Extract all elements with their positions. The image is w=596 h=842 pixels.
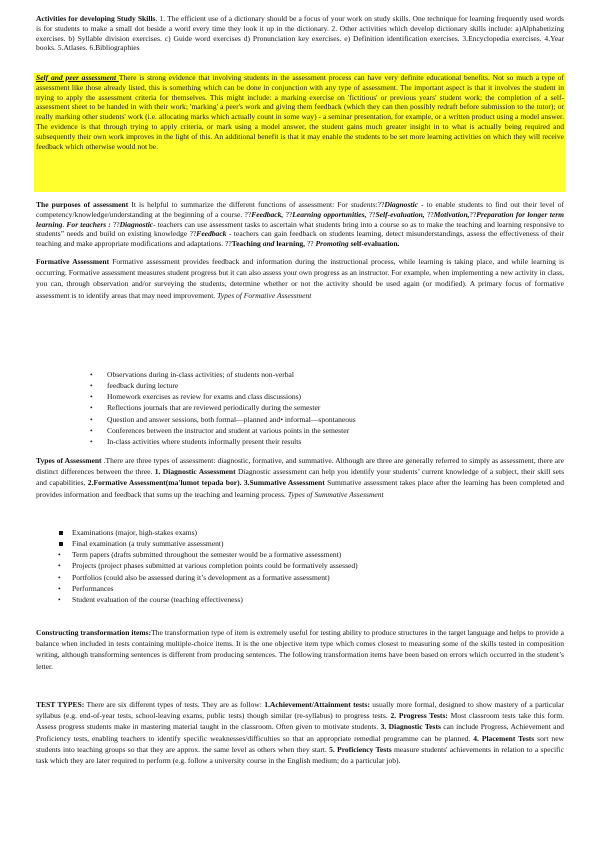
test-types-paragraph [36, 699, 564, 766]
formative-item-text: Observations during in-class activities; of students non-verbal [107, 370, 294, 379]
purposes-text: ?? [112, 219, 120, 229]
bullet-icon: • [58, 594, 61, 604]
summative-item-text: Examinations (major, high-stakes exams) [72, 528, 198, 537]
bullet-icon: • [90, 403, 93, 413]
summative-list-item [58, 572, 552, 583]
test-types-text: sort new students into teaching groups so that they are approx. the same level as others when they start. [36, 733, 564, 754]
formative-list [90, 369, 547, 447]
purposes-diagnostic-teachers: Diagnostic [119, 219, 154, 229]
summative-item-text: Performances [72, 583, 114, 593]
test-types-text: can include Progress, Achievement and Proficiency tests, enabling teachers to identify specific weaknesses/difficulties so that an appropriate remedial programme can be planned. [36, 722, 565, 743]
summative-list-item [72, 527, 552, 538]
formative-list-item [90, 425, 547, 436]
summative-list [58, 527, 552, 605]
summative-list-item [58, 583, 552, 594]
types-title: Types of Assessment [36, 456, 102, 465]
formative-list-item [90, 369, 547, 380]
bullet-icon: • [58, 572, 61, 582]
test-progress-title: 2. Progress Tests: [390, 711, 448, 721]
purposes-text: - to enable students to find out their level of competency/knowledge/understanding at the beginning of a course. ?? [36, 200, 565, 219]
formative-title: Formative Assessment [36, 257, 110, 266]
peer-assessment-body: There is strong evidence that involving students in the assessment process can have very definite educational benefits. Not so much a type of assessment like those already listed, this is something which can be done in conjunction with any type of assessment. The important aspect is that it involves the student in trying to apply the assessment criteria for themselves. This might include: a marking exercise on 'fictitious' or previous years' student work; the completion of a self-assessment sheet to be handed in with their work; 'marking' a peer's work and giving them feedback (which they can then possibly redraft before submission to the tutor); or really marking other students' work (i.e. allocating marks which actually count in some way) - a seminar presentation, for example, or a written product using a model answer. The evidence is that through trying to apply criteria, or mark using a model answer, the student gains much greater insight in to what is actually being required and subsequently their own work improves in the light of this. An additional benefit is that it may enable the students to be set more learning activities on which they will receive feedback which otherwise would not be. [36, 73, 565, 151]
bullet-icon: • [90, 425, 93, 435]
summative-item-text: Projects (project phases submitted at various completion points could be formatively assessed) [72, 561, 358, 571]
bullet-icon: • [58, 550, 61, 560]
summative-types-caption: Types of Summative Assessment [287, 489, 384, 499]
purposes-motivation: Motivation, [433, 209, 470, 219]
formative-body: Formative assessment provides feedback and information during the instructional process, while learning is taking place, and while learning is occurring. Formative assessment measures student progress but it can also assess your own progress as an instructor. For example, when implementing a new activity in class, you can, through observation and/or surveying the students, determine whether or not the activity should be used again (or modified). A primary focus of formative assessment is to identify areas that may need improvement. [36, 257, 565, 300]
purposes-learning: learning, [274, 239, 307, 249]
formative-item-text: In-class activities where students informally present their results [107, 436, 302, 446]
transformation-title: Constructing transformation items: [36, 628, 152, 637]
types-summative-title: 3.Summative Assessment [243, 478, 325, 488]
test-types-text: Most classroom tests take this form. Assess progress students make in mastering material taught in the classroom. Often given to motivate students. [36, 711, 564, 732]
transformation-body: The transformation type of item is extremely useful for testing ability to produce structures in the target language and helps to provide a balance when included in tests containing multiple-choice items. It is the one objective item type which comes closest to measuring some of the skills tested in composition writing, although transforming sentences is different from producing sentences. The following transformation items have been based on errors which occurred in the student’s letter. [36, 628, 564, 671]
bullet-icon: • [58, 561, 61, 571]
purposes-for-teachers: For teachers : [66, 219, 113, 229]
purposes-text: - teachers can gain feedback on students learning, detect misunderstandings, assess the effectiveness of their teaching and make appropriate modifications and adaptations. ?? [36, 229, 564, 249]
purposes-text: ?? [426, 209, 434, 219]
types-text: Diagnostic assessment can help you identify your students’ current knowledge of a subject, their skill sets and capabilities, [36, 467, 565, 488]
types-text: Summative assessment takes place after the learning has been completed and provides information and feedback that sums up the teaching and learning process. [36, 478, 565, 499]
peer-assessment-title: Self and peer assessment [36, 73, 119, 82]
test-proficiency-title: 5. Proficiency Tests [329, 744, 392, 754]
bullet-icon: • [90, 381, 93, 391]
summative-list-item [72, 538, 552, 549]
test-types-title: TEST TYPES: [36, 700, 85, 709]
test-types-text: There are six different types of tests. They are as follow: [84, 700, 265, 709]
types-paragraph [36, 455, 564, 500]
purposes-text: It is helpful to summarize the different functions of assessment: For [128, 200, 351, 209]
test-placement-title: 4. Placement Tests [473, 733, 535, 743]
study-skills-body: . 1. The efficient use of a dictionary should be a focus of your work on study skills. One technique for learning frequently used words is for students to make a small dot beside a word every time they look it up in the dictionary. 2. Other activities which develop dictionary skills include: a)Alphabetizing exercises. b) Syllable division exercises. c) Guide word exercises d) Pronunciation key exercises. e) Definition identification exercises. 3.Encyclopedia exercises. 4.Year books. 5.Atlases. 6.Bibliographies [36, 14, 564, 53]
square-bullet-icon [59, 531, 63, 535]
purposes-and: and [262, 239, 275, 249]
purposes-feedback-teachers: Feedback [196, 229, 227, 239]
formative-item-text: Question and answer sessions, both formal—planned and• informal—spontaneous [107, 414, 356, 424]
formative-types-caption: Types of Formative Assessment [217, 290, 312, 300]
study-skills-title: Activities for developing Study Skills [36, 14, 156, 23]
purposes-paragraph [36, 200, 564, 249]
bullet-icon: • [58, 583, 61, 593]
summative-item-text: Portfolios (could also be assessed during it’s development as a formative assessment) [72, 572, 330, 582]
purposes-preparation: Preparation for longer term learning [36, 209, 564, 229]
bullet-icon: • [90, 392, 93, 402]
formative-list-item [90, 391, 547, 402]
bullet-icon: • [90, 436, 93, 446]
summative-list-item [58, 594, 552, 605]
peer-assessment-paragraph [36, 73, 564, 151]
study-skills-paragraph [36, 14, 564, 53]
formative-item-text: Homework exercises as review for exams and class discussions) [107, 392, 302, 402]
summative-list-item [58, 549, 552, 560]
purposes-title: The purposes of assessment [36, 200, 129, 209]
purposes-learning-opportunities: Learning opportunities, [292, 209, 369, 219]
bullet-icon: • [90, 370, 93, 379]
purposes-students: students [350, 200, 376, 209]
formative-item-text: feedback during lecture [107, 381, 179, 391]
purposes-text: ?? [285, 209, 293, 219]
types-text: .There are three types of assessment: diagnostic, formative, and summative. Although are three are generally referred to simply as assessment, there are distinct differences between the three. [36, 456, 564, 477]
formative-item-text: Reflections journals that are reviewed periodically during the semester [107, 403, 321, 413]
types-diagnostic-title: 1. Diagnostic Assessment [154, 467, 236, 477]
purposes-promoting: Promoting [315, 239, 349, 249]
formative-list-item [90, 402, 547, 413]
purposes-text: :?? [375, 200, 385, 209]
summative-item-text: Student evaluation of the course (teaching effectiveness) [72, 594, 243, 604]
summative-item-text: Final examination (a truly summative assessment) [72, 539, 224, 549]
purposes-text: ?? [306, 239, 316, 249]
purposes-text: . [62, 219, 67, 229]
types-formative-title: 2.Formative Assessment(ma'lumot tepada bor). [87, 478, 242, 488]
formative-list-item [90, 380, 547, 391]
formative-list-item [90, 414, 547, 425]
purposes-teaching: Teaching [231, 239, 263, 249]
formative-paragraph [36, 256, 564, 301]
purposes-diagnostic: Diagnostic [384, 200, 418, 209]
summative-item-text: Term papers (drafts submitted throughout the semester would be a formative assessment) [72, 550, 342, 560]
test-diagnostic-title: 3. Diagnostic Tests [380, 722, 441, 732]
purposes-text: ?? [368, 209, 376, 219]
formative-list-item [90, 436, 547, 447]
test-types-text: usually more formal, designed to show mastery of a particular syllabus (e.g. end-of-year tests, school-leaving exams, public tests) though similar (re-syllabus) to progress tests. [36, 700, 564, 721]
purposes-self-evaluation: Self-evaluation, [375, 209, 427, 219]
bullet-icon: • [90, 414, 93, 424]
purposes-text: - teachers can use assessment tasks to ascertain what students bring into a course so as to make the teaching and learning responsive to students” needs and build on existing knowledge ?? [36, 219, 564, 239]
purposes-text: ?? [469, 209, 477, 219]
purposes-feedback: Feedback, [251, 209, 286, 219]
transformation-paragraph [36, 627, 564, 672]
summative-list-item [58, 560, 552, 571]
purposes-self-evaluation-2: self-evaluation. [348, 239, 400, 249]
formative-item-text: Conferences between the instructor and student at various points in the semester [107, 425, 350, 435]
square-bullet-icon [59, 542, 63, 546]
test-types-text: measure students' achievements in relation to a specific task which they are later required to perform (e.g. follow a university course in the English medium; do a particular job). [36, 744, 565, 766]
test-achievement-title: 1.Achievement/Attainment tests: [264, 700, 370, 709]
